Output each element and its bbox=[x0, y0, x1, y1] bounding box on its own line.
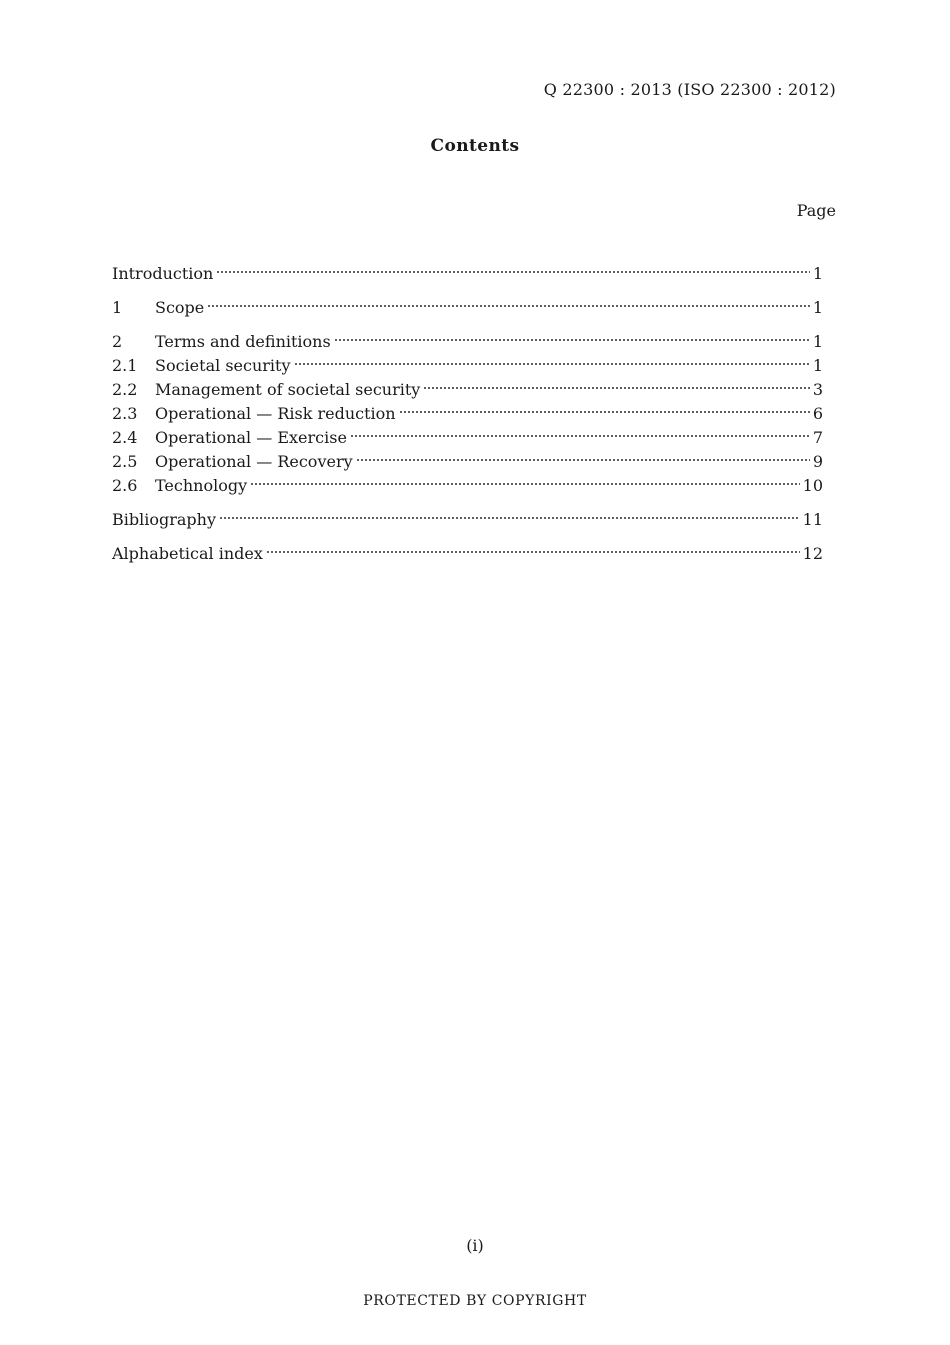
toc-entry-title: Introduction bbox=[112, 264, 214, 283]
toc-entry-number: 2.4 bbox=[112, 428, 138, 447]
toc-entry-title: Societal security bbox=[155, 356, 291, 375]
toc-entry-page: 12 bbox=[802, 544, 823, 563]
contents-title: Contents bbox=[430, 136, 520, 156]
toc-entry-title: Technology bbox=[155, 476, 248, 495]
copyright-notice: PROTECTED BY COPYRIGHT bbox=[363, 1293, 587, 1309]
toc-entry-number: 2.1 bbox=[112, 356, 138, 375]
toc-entry-operational-recovery[interactable] bbox=[112, 450, 823, 474]
toc-entry-page: 6 bbox=[812, 404, 823, 423]
toc-entry-page: 9 bbox=[812, 452, 823, 471]
toc-entry-title: Bibliography bbox=[112, 510, 216, 529]
toc-entry-page: 10 bbox=[802, 476, 823, 495]
page-number: (i) bbox=[466, 1236, 484, 1255]
toc-dot-leader bbox=[350, 433, 810, 439]
toc-dot-leader bbox=[334, 337, 810, 343]
toc-entry-page: 1 bbox=[812, 298, 823, 317]
toc-entry-page: 1 bbox=[812, 332, 823, 351]
toc-entry-title: Operational — Recovery bbox=[155, 452, 353, 471]
toc-entry-title: Management of societal security bbox=[155, 380, 421, 399]
toc-dot-leader bbox=[356, 457, 810, 463]
toc-dot-leader bbox=[216, 269, 809, 275]
document-standard-id: Q 22300 : 2013 (ISO 22300 : 2012) bbox=[543, 80, 836, 99]
toc-entry-number: 2 bbox=[112, 332, 123, 351]
toc-dot-leader bbox=[399, 409, 810, 415]
toc-entry-title: Scope bbox=[155, 298, 205, 317]
toc-entry-title: Alphabetical index bbox=[112, 544, 263, 563]
toc-entry-number: 2.3 bbox=[112, 404, 138, 423]
toc-dot-leader bbox=[294, 361, 810, 367]
toc-entry-terms-and-definitions[interactable] bbox=[112, 330, 823, 354]
toc-entry-alphabetical-index[interactable] bbox=[112, 542, 823, 566]
toc-entry-technology[interactable] bbox=[112, 474, 823, 498]
toc-entry-title: Operational — Risk reduction bbox=[155, 404, 396, 423]
toc-entry-title: Terms and definitions bbox=[155, 332, 331, 351]
toc-entry-number: 2.6 bbox=[112, 476, 138, 495]
toc-entry-management-of-societal-security[interactable] bbox=[112, 378, 823, 402]
toc-dot-leader bbox=[219, 515, 800, 521]
toc-dot-leader bbox=[266, 549, 800, 555]
toc-entry-bibliography[interactable] bbox=[112, 508, 823, 532]
toc-dot-leader bbox=[207, 303, 810, 309]
table-of-contents bbox=[112, 262, 823, 566]
toc-entry-societal-security[interactable] bbox=[112, 354, 823, 378]
toc-entry-number: 2.2 bbox=[112, 380, 138, 399]
toc-dot-leader bbox=[423, 385, 809, 391]
toc-entry-page: 11 bbox=[802, 510, 823, 529]
toc-entry-operational-exercise[interactable] bbox=[112, 426, 823, 450]
toc-entry-number: 1 bbox=[112, 298, 123, 317]
toc-entry-title: Operational — Exercise bbox=[155, 428, 347, 447]
toc-entry-operational-risk-reduction[interactable] bbox=[112, 402, 823, 426]
toc-dot-leader bbox=[250, 481, 800, 487]
toc-entry-page: 3 bbox=[812, 380, 823, 399]
toc-entry-scope[interactable] bbox=[112, 296, 823, 320]
toc-entry-number: 2.5 bbox=[112, 452, 138, 471]
page-column-label: Page bbox=[796, 201, 836, 220]
toc-entry-page: 1 bbox=[812, 356, 823, 375]
toc-entry-page: 7 bbox=[812, 428, 823, 447]
toc-entry-page: 1 bbox=[812, 264, 823, 283]
toc-entry-introduction[interactable] bbox=[112, 262, 823, 286]
